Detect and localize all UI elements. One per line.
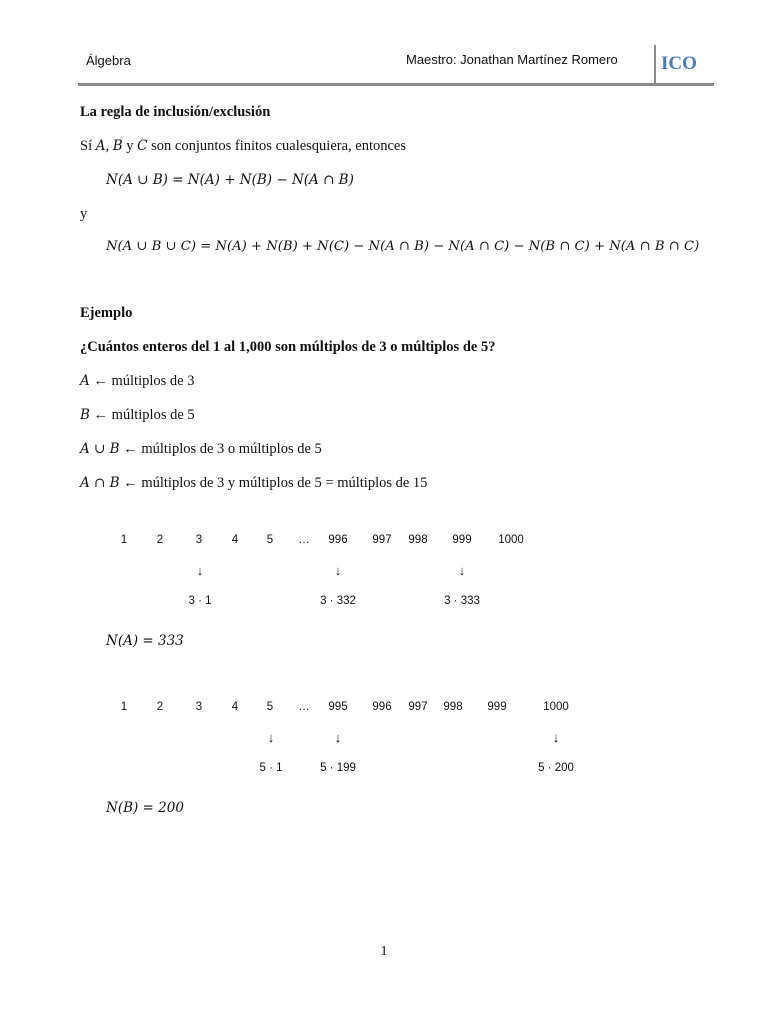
sequence-number: 998 xyxy=(443,701,463,713)
page-number: 1 xyxy=(380,944,388,959)
sequence-number: 996 xyxy=(328,534,348,546)
definition-text: ← múltiplos de 3 xyxy=(93,373,195,389)
sequence-number: 5 xyxy=(266,534,274,546)
multiple-label: 5 · 1 xyxy=(259,762,283,774)
example-heading: Ejemplo xyxy=(80,305,133,321)
sequence-number: 3 xyxy=(195,701,203,713)
sequence-number: 4 xyxy=(231,701,239,713)
definition-intersection xyxy=(80,475,427,492)
sequence-ellipsis: … xyxy=(298,534,310,546)
logo: ICO xyxy=(661,53,697,74)
sequence-number: 2 xyxy=(156,701,164,713)
sequence-number: 999 xyxy=(452,534,472,546)
result-n-b: N(B) = 200 xyxy=(106,800,184,816)
teacher-name: Maestro: Jonathan Martínez Romero xyxy=(406,52,618,67)
multiple-label: 5 · 199 xyxy=(320,762,356,774)
sequence-number: 996 xyxy=(372,701,392,713)
formula-three-sets: N(A ∪ B ∪ C) = N(A) + N(B) + N(C) − N(A ∩ B) − N(A ∩ C) − N(B ∩ C) + N(A ∩ B ∩ C) xyxy=(106,239,700,254)
down-arrow-icon: ↓ xyxy=(552,730,560,745)
intro-comma: , xyxy=(105,138,110,154)
header-divider xyxy=(654,45,656,85)
multiple-label: 5 · 200 xyxy=(538,762,574,774)
down-arrow-icon: ↓ xyxy=(196,563,204,578)
sequence-number: 998 xyxy=(408,534,428,546)
intro-set-a: A xyxy=(95,138,106,154)
sequence-number: 997 xyxy=(408,701,428,713)
definition-text: ← múltiplos de 5 xyxy=(93,407,195,423)
sequence-number: 1000 xyxy=(543,701,569,713)
example-question: ¿Cuántos enteros del 1 al 1,000 son múltiplos de 3 o múltiplos de 5? xyxy=(80,339,496,355)
multiple-label: 3 · 333 xyxy=(444,595,480,607)
sequence-number: 999 xyxy=(487,701,507,713)
and-word: y xyxy=(80,206,88,222)
definition-text: ← múltiplos de 3 y múltiplos de 5 = múltiplos de 15 xyxy=(123,475,428,491)
intro-sentence xyxy=(80,138,406,155)
formula-two-sets: N(A ∪ B) = N(A) + N(B) − N(A ∩ B) xyxy=(106,172,354,188)
intro-pre: Sí xyxy=(80,138,93,154)
definition-set: A ∪ B xyxy=(80,441,120,457)
sequence-number: 995 xyxy=(328,701,348,713)
intro-set-b: B xyxy=(112,138,123,154)
sequence-number: 4 xyxy=(231,534,239,546)
header-rule xyxy=(78,83,714,86)
intro-set-c: C xyxy=(137,138,148,154)
down-arrow-icon: ↓ xyxy=(334,730,342,745)
multiple-label: 3 · 1 xyxy=(188,595,212,607)
sequence-number: 1 xyxy=(120,534,128,546)
definition-set: A xyxy=(80,373,90,389)
section-title: La regla de inclusión/exclusión xyxy=(80,104,271,120)
sequence-number: 3 xyxy=(195,534,203,546)
sequence-number: 997 xyxy=(372,534,392,546)
course-title: Álgebra xyxy=(86,53,131,68)
sequence-ellipsis: … xyxy=(298,701,310,713)
sequence-number: 2 xyxy=(156,534,164,546)
intro-post: son conjuntos finitos cualesquiera, entonces xyxy=(151,138,407,154)
definition-set: A ∩ B xyxy=(80,475,120,491)
definition-a xyxy=(80,373,194,390)
sequence-number: 5 xyxy=(266,701,274,713)
definition-text: ← múltiplos de 3 o múltiplos de 5 xyxy=(123,441,322,457)
sequence-number: 1000 xyxy=(498,534,524,546)
definition-set: B xyxy=(80,407,90,423)
down-arrow-icon: ↓ xyxy=(334,563,342,578)
definition-union xyxy=(80,441,322,458)
intro-y: y xyxy=(126,138,134,154)
multiple-label: 3 · 332 xyxy=(320,595,356,607)
result-n-a: N(A) = 333 xyxy=(106,633,184,649)
sequence-number: 1 xyxy=(120,701,128,713)
definition-b xyxy=(80,407,195,424)
down-arrow-icon: ↓ xyxy=(267,730,275,745)
down-arrow-icon: ↓ xyxy=(458,563,466,578)
